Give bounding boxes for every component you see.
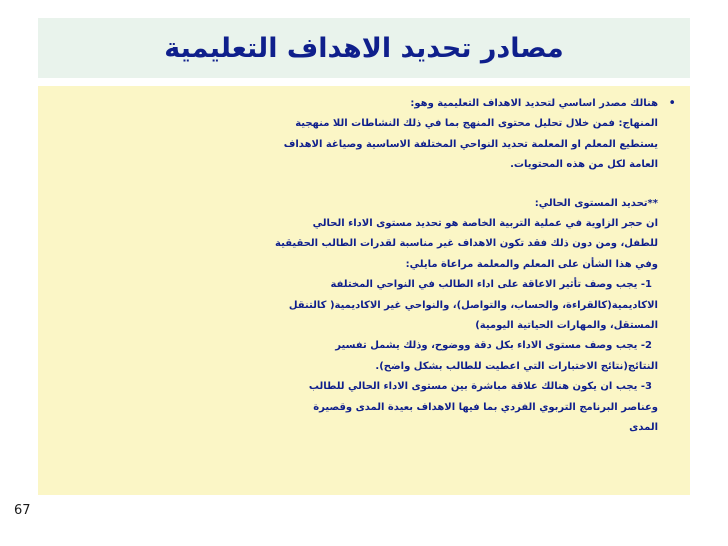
text-line: ان حجر الزاوية في عملية التربية الخاصة هو تحديد مستوى الاداء الحالي [312,218,658,230]
title-bar [38,18,690,78]
list-item [50,94,676,439]
text-line: العامة لكل من هذه المحتويات. [510,159,658,171]
text-line: 1- يجب وصف تأثير الاعاقة على اداء الطالب في النواحي المختلفة [330,279,652,291]
text-line: المنهاج: فمن خلال تحليل محتوى المنهج بما في ذلك النشاطات اللا منهجية [295,118,658,130]
text-line: المستقل، والمهارات الحياتية اليومية) [475,320,658,332]
text-line: الاكاديمية(كالقراءة، والحساب، والتواصل)، والنواحي غير الاكاديمية( كالتنقل [288,299,658,311]
slide-title: مصادر تحديد الاهداف التعليمية [164,32,564,64]
content-box [38,86,690,495]
text-line: وعناصر البرنامج التربوي الفردي بما فيها الاهداف بعيدة المدى وقصيرة [313,401,658,413]
text-line: هنالك مصدر اساسي لتحديد الاهداف التعليمية وهو: [410,98,658,109]
page-number: 67 [14,503,31,518]
text-line: وفي هذا الشأن على المعلم والمعلمة مراعاة مايلي: [405,258,658,270]
text-line: المدى [629,422,658,434]
bullet-list [50,94,676,439]
bullet-icon: • [668,96,676,111]
paragraph-gap [50,176,658,194]
text-line: 3- يجب ان يكون هنالك علاقة مباشرة بين مستوى الاداء الحالي للطالب [308,381,652,393]
text-line: للطفل، ومن دون ذلك فقد تكون الاهداف غير مناسبة لقدرات الطالب الحقيقية [275,238,658,250]
text-line: 2- يجب وصف مستوى الاداء بكل دقة ووضوح، وذلك يشمل تفسير [335,340,652,352]
section-heading: **تحديد المستوى الحالي: [534,197,658,209]
text-line: النتائج(نتائج الاختبارات التي اعطيت للطالب بشكل واضح). [375,360,658,372]
text-line: يستطيع المعلم او المعلمة تحديد النواحي المختلفة الاساسية وصياغة الاهداف [283,138,658,150]
